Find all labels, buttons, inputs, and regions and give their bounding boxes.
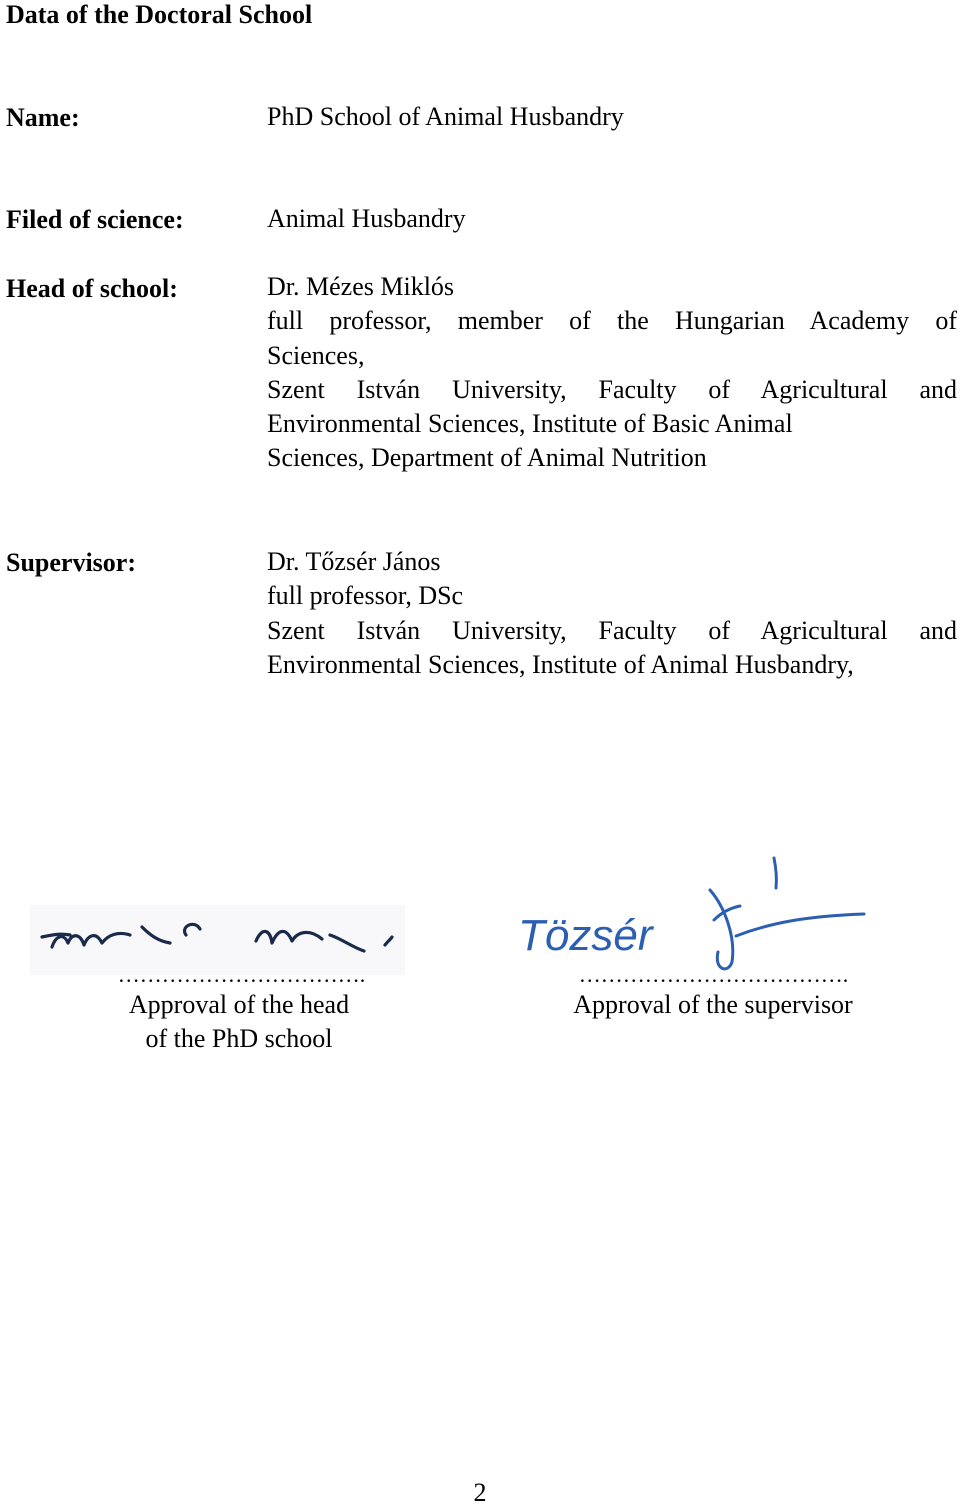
head-approval-caption bbox=[89, 988, 389, 1056]
supervisor-signature-text: Tözsér bbox=[518, 911, 653, 960]
head-affiliation-line-3: Sciences, Department of Animal Nutrition bbox=[267, 443, 707, 473]
head-of-school-value bbox=[267, 270, 957, 476]
name-label: Name: bbox=[6, 103, 80, 132]
field-of-science-value: Animal Husbandry bbox=[267, 204, 466, 233]
document-title: Data of the Doctoral School bbox=[6, 0, 313, 29]
supervisor-value bbox=[267, 545, 957, 682]
page-number: 2 bbox=[473, 1478, 487, 1507]
supervisor-label: Supervisor: bbox=[6, 548, 136, 577]
name-value: PhD School of Animal Husbandry bbox=[267, 102, 624, 131]
supervisor-approval-caption: Approval of the supervisor bbox=[573, 990, 853, 1019]
head-approval-caption-line-2: of the PhD school bbox=[145, 1024, 333, 1053]
head-affiliation-line-2: Environmental Sciences, Institute of Basic Animal bbox=[267, 409, 793, 439]
head-approval-caption-line-1: Approval of the head bbox=[128, 990, 350, 1019]
supervisor-title-line: full professor, DSc bbox=[267, 581, 464, 611]
head-of-school-label: Head of school: bbox=[6, 274, 178, 303]
supervisor-affiliation-line-2: Environmental Sciences, Institute of Animal Husbandry, bbox=[267, 649, 854, 679]
supervisor-affiliation-line-1: Szent István University, Faculty of Agricultural and bbox=[267, 615, 957, 645]
head-affiliation-line-1: Szent István University, Faculty of Agricultural and bbox=[267, 374, 957, 404]
supervisor-signature-line: ………………………………. bbox=[578, 962, 849, 987]
supervisor-signature-image bbox=[510, 850, 890, 980]
head-title-line: full professor, member of the Hungarian Academy of bbox=[267, 306, 957, 336]
head-title-line-cont: Sciences, bbox=[267, 340, 365, 370]
field-of-science-label: Filed of science: bbox=[6, 205, 184, 234]
supervisor-name-line: Dr. Tőzsér János bbox=[267, 547, 441, 576]
head-name-line: Dr. Mézes Miklós bbox=[267, 272, 455, 301]
head-signature-line: ……………………………. bbox=[117, 962, 366, 987]
